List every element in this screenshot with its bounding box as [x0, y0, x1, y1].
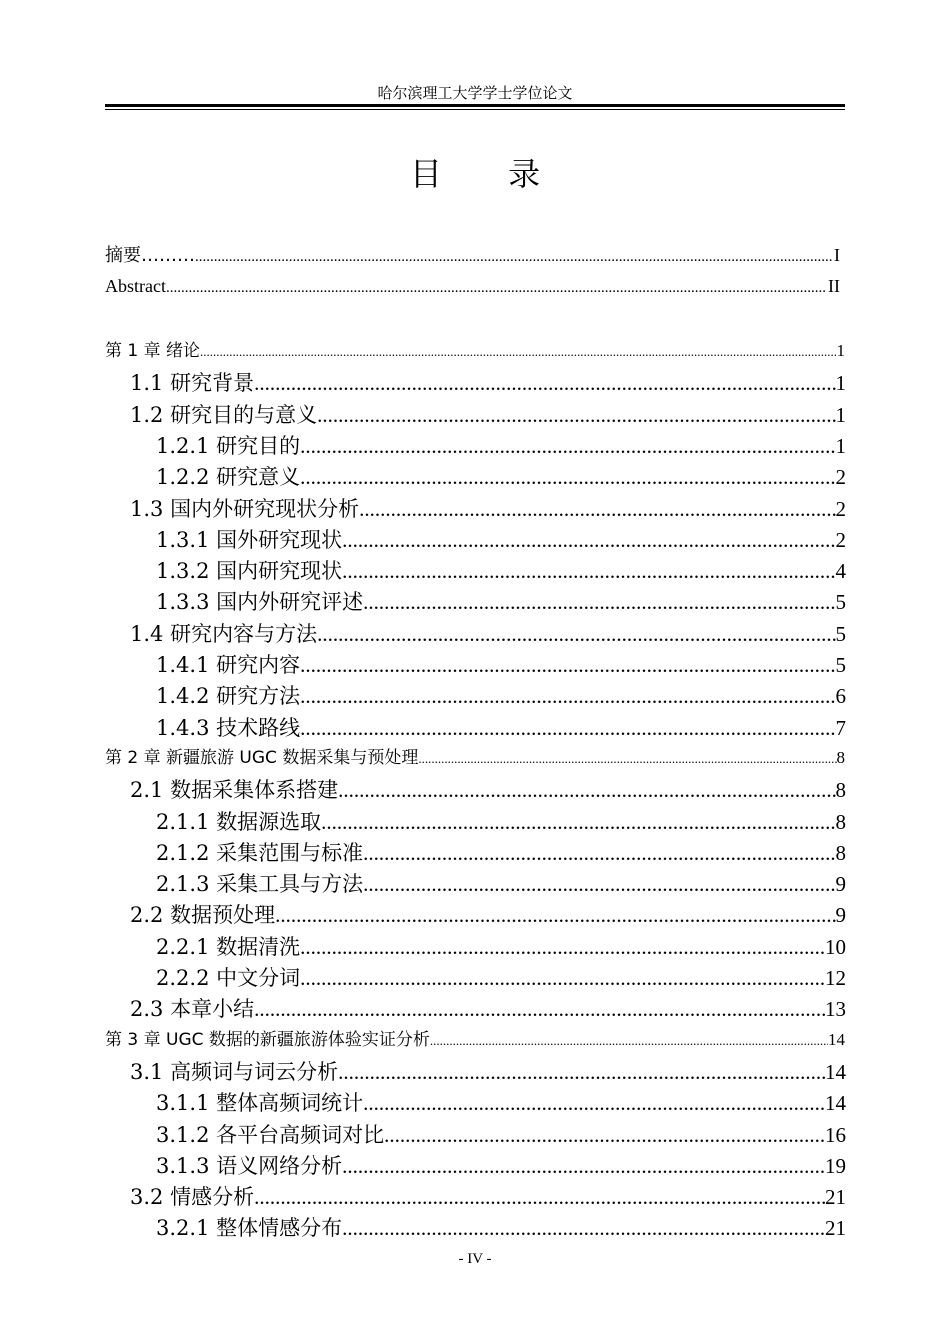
page-number: - IV - [458, 1251, 492, 1267]
toc-entry-page: 1 [836, 341, 845, 360]
toc-entry-page: II [828, 276, 840, 296]
toc-leader-dots [195, 249, 832, 266]
toc-entry-label: 摘要……… [105, 245, 195, 266]
toc-leader-dots [363, 872, 835, 897]
toc-entry-page: 1 [835, 403, 846, 427]
toc-entry-label: 第 1 章 绪论 [105, 341, 201, 361]
toc-entry-page: 16 [825, 1123, 846, 1147]
toc-entry-page: 14 [828, 1030, 845, 1049]
toc-subsection[interactable] [156, 649, 846, 679]
toc-entry-label: 1.1 研究背景 [130, 371, 255, 395]
toc-entry-page: 6 [835, 684, 846, 708]
toc-entry-label: 1.4.3 技术路线 [156, 716, 301, 740]
toc-entry-label: 2.2.1 数据清洗 [156, 935, 301, 959]
toc-subsection[interactable] [156, 837, 846, 867]
toc-subsection[interactable] [156, 586, 846, 616]
header-rule-thin [105, 109, 845, 110]
toc-entry-abstract-cn[interactable] [105, 241, 840, 267]
toc-entry-label: 2.1 数据采集体系搭建 [130, 778, 339, 802]
toc-leader-dots [166, 280, 826, 297]
toc-subsection[interactable] [156, 680, 846, 710]
toc-leader-dots [359, 497, 835, 522]
toc-subsection[interactable] [156, 1150, 846, 1180]
toc-leader-dots [254, 371, 835, 396]
toc-entry-label: 2.3 本章小结 [130, 997, 255, 1021]
toc-entry-label: 1.2 研究目的与意义 [130, 403, 318, 427]
toc-leader-dots [200, 344, 836, 360]
toc-leader-dots [384, 1123, 825, 1148]
toc-section[interactable] [130, 993, 846, 1023]
toc-entry-label: 1.2.2 研究意义 [156, 465, 301, 489]
toc-entry-page: 1 [835, 371, 846, 395]
toc-entry-page: 14 [825, 1091, 846, 1115]
toc-entry-label: 2.1.3 采集工具与方法 [156, 872, 364, 896]
toc-entry-page: 21 [825, 1216, 846, 1240]
toc-subsection[interactable] [156, 806, 846, 836]
toc-entry-page: 8 [835, 778, 846, 802]
toc-leader-dots [342, 1216, 825, 1241]
toc-leader-dots [363, 590, 835, 615]
toc-subsection[interactable] [156, 461, 846, 491]
toc-chapter[interactable] [105, 743, 845, 768]
toc-section[interactable] [130, 367, 846, 397]
toc-leader-dots [338, 778, 835, 803]
toc-leader-dots [317, 403, 835, 428]
toc-section[interactable] [130, 774, 846, 804]
toc-subsection[interactable] [156, 524, 846, 554]
toc-leader-dots [300, 935, 825, 960]
toc-entry-page: 5 [835, 590, 846, 614]
toc-entry-page: 1 [835, 434, 846, 458]
toc-entry-label: 3.1 高频词与词云分析 [130, 1060, 339, 1084]
toc-leader-dots [363, 841, 835, 866]
toc-entry-page: 9 [835, 872, 846, 896]
toc-leader-dots [300, 684, 835, 709]
toc-entry-page: 21 [825, 1185, 846, 1209]
toc-entry-page: 4 [835, 559, 846, 583]
toc-subsection[interactable] [156, 555, 846, 585]
toc-subsection[interactable] [156, 868, 846, 898]
running-header: 哈尔滨理工大学学士学位论文 [377, 84, 573, 102]
toc-entry-page: 19 [825, 1154, 846, 1178]
toc-subsection[interactable] [156, 1119, 846, 1149]
toc-section[interactable] [130, 1181, 846, 1211]
toc-leader-dots [254, 1185, 825, 1210]
toc-subsection[interactable] [156, 1212, 846, 1242]
toc-entry-label: 2.1.1 数据源选取 [156, 810, 322, 834]
toc-subsection[interactable] [156, 1087, 846, 1117]
toc-leader-dots [317, 622, 835, 647]
toc-leader-dots [254, 997, 825, 1022]
toc-entry-page: 8 [835, 810, 846, 834]
toc-entry-label: 第 2 章 新疆旅游 UGC 数据采集与预处理 [105, 748, 419, 768]
toc-entry-page: 8 [836, 748, 845, 767]
toc-entry-page: I [834, 245, 840, 265]
toc-entry-label: 1.4.2 研究方法 [156, 684, 301, 708]
toc-chapter[interactable] [105, 1025, 845, 1050]
toc-leader-dots [342, 528, 835, 553]
toc-leader-dots [418, 751, 836, 767]
toc-entry-label: 1.2.1 研究目的 [156, 434, 301, 458]
toc-entry-label: 1.3.1 国外研究现状 [156, 528, 343, 552]
toc-leader-dots [430, 1033, 828, 1049]
toc-entry-page: 8 [835, 841, 846, 865]
toc-entry-page: 10 [825, 935, 846, 959]
toc-entry-abstract-en[interactable] [105, 276, 840, 297]
toc-entry-page: 5 [835, 653, 846, 677]
toc-section[interactable] [130, 1056, 846, 1086]
toc-entry-label: 1.3 国内外研究现状分析 [130, 497, 360, 521]
toc-entry-label: 1.3.3 国内外研究评述 [156, 590, 364, 614]
toc-entry-page: 7 [835, 716, 846, 740]
toc-entry-label: 1.4.1 研究内容 [156, 653, 301, 677]
toc-entry-page: 12 [825, 966, 846, 990]
toc-leader-dots [300, 434, 835, 459]
toc-chapter[interactable] [105, 336, 845, 361]
toc-entry-page: 9 [835, 903, 846, 927]
toc-subsection[interactable] [156, 962, 846, 992]
toc-subsection[interactable] [156, 430, 846, 460]
toc-entry-label: 3.1.2 各平台高频词对比 [156, 1123, 385, 1147]
toc-entry-label: 1.4 研究内容与方法 [130, 622, 318, 646]
toc-entry-page: 14 [825, 1060, 846, 1084]
toc-leader-dots [338, 1060, 825, 1085]
toc-section[interactable] [130, 618, 846, 648]
toc-leader-dots [300, 966, 825, 991]
toc-leader-dots [300, 465, 835, 490]
toc-entry-label: 第 3 章 UGC 数据的新疆旅游体验实证分析 [105, 1030, 430, 1050]
toc-entry-page: 2 [835, 497, 846, 521]
toc-entry-page: 13 [825, 997, 846, 1021]
toc-section[interactable] [130, 493, 846, 523]
toc-entry-label: 3.2 情感分析 [130, 1185, 255, 1209]
toc-entry-label: 3.1.1 整体高频词统计 [156, 1091, 364, 1115]
toc-entry-label: Abstract [105, 276, 166, 296]
toc-entry-label: 2.1.2 采集范围与标准 [156, 841, 364, 865]
toc-entry-label: 3.1.3 语义网络分析 [156, 1154, 343, 1178]
toc-entry-label: 3.2.1 整体情感分布 [156, 1216, 343, 1240]
toc-leader-dots [300, 716, 835, 741]
toc-entry-page: 5 [835, 622, 846, 646]
toc-leader-dots [363, 1091, 825, 1116]
toc-section[interactable] [130, 899, 846, 929]
toc-subsection[interactable] [156, 712, 846, 742]
toc-entry-label: 2.2 数据预处理 [130, 903, 276, 927]
toc-leader-dots [300, 653, 835, 678]
toc-entry-page: 2 [835, 528, 846, 552]
toc-leader-dots [275, 903, 835, 928]
toc-subsection[interactable] [156, 931, 846, 961]
toc-section[interactable] [130, 399, 846, 429]
toc-leader-dots [342, 1154, 825, 1179]
toc-entry-page: 2 [835, 465, 846, 489]
toc-title: 目 录 [409, 155, 569, 193]
toc-entry-label: 2.2.2 中文分词 [156, 966, 301, 990]
toc-leader-dots [321, 810, 835, 835]
toc-leader-dots [342, 559, 835, 584]
header-rule-thick [105, 104, 845, 107]
toc-entry-label: 1.3.2 国内研究现状 [156, 559, 343, 583]
